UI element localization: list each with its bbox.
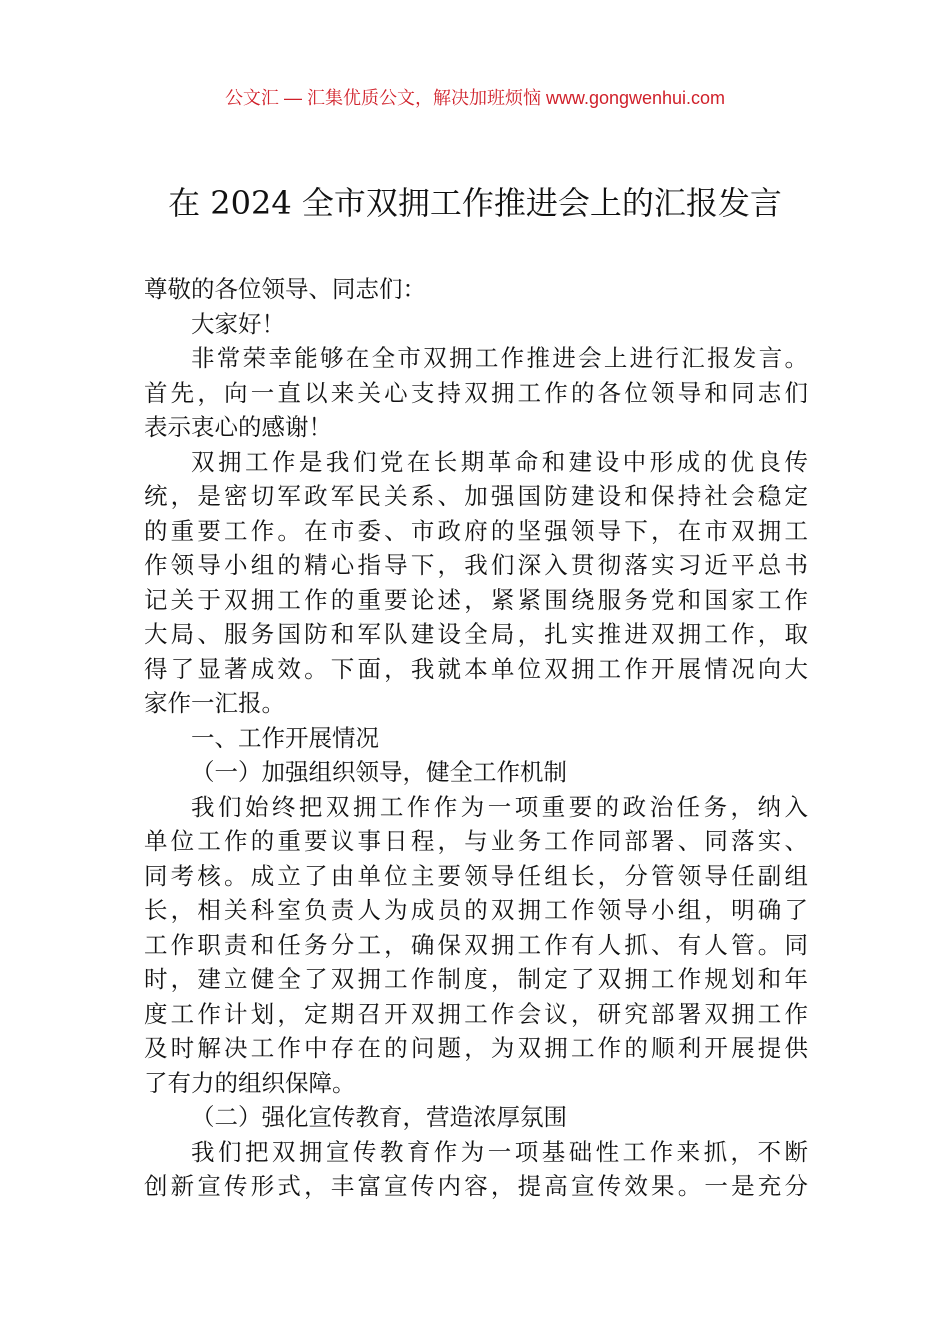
text-line: 得了显著成效。下面，我就本单位双拥工作开展情况向大 bbox=[144, 654, 808, 683]
text-line: 家作一汇报。 bbox=[144, 689, 285, 717]
text-line: 长，相关科室负责人为成员的双拥工作领导小组，明确了 bbox=[144, 896, 808, 924]
paragraph-2 bbox=[144, 445, 808, 721]
text-line: 同考核。成立了由单位主要领导任组长，分管领导任副组 bbox=[144, 861, 808, 890]
text-line: 我们始终把双拥工作作为一项重要的政治任务，纳入 bbox=[191, 792, 808, 821]
document-body bbox=[144, 272, 808, 1204]
text-line: 单位工作的重要议事日程，与业务工作同部署、同落实、 bbox=[144, 827, 808, 855]
salutation: 尊敬的各位领导、同志们： bbox=[144, 275, 426, 303]
document-title: 在 2024 全市双拥工作推进会上的汇报发言 bbox=[168, 184, 782, 222]
subsection-heading: （二）强化宣传教育，营造浓厚氛围 bbox=[191, 1103, 567, 1131]
paragraph-3 bbox=[144, 790, 808, 1101]
text-line: 工作职责和任务分工，确保双拥工作有人抓、有人管。同 bbox=[144, 930, 808, 959]
greeting: 大家好！ bbox=[191, 309, 285, 338]
text-line: 创新宣传形式，丰富宣传内容，提高宣传效果。一是充分 bbox=[144, 1172, 808, 1200]
site-header: 公文汇 — 汇集优质公文，解决加班烦恼 www.gongwenhui.com bbox=[224, 88, 726, 108]
text-line: 我们把双拥宣传教育作为一项基础性工作来抓，不断 bbox=[191, 1137, 808, 1166]
text-line: 大局、服务国防和军队建设全局，扎实推进双拥工作，取 bbox=[144, 620, 808, 648]
subsection-heading: （一）加强组织领导，健全工作机制 bbox=[191, 758, 567, 786]
text-line: 记关于双拥工作的重要论述，紧紧围绕服务党和国家工作 bbox=[144, 585, 808, 614]
text-line: 非常荣幸能够在全市双拥工作推进会上进行汇报发言。 bbox=[191, 344, 808, 372]
text-line: 作领导小组的精心指导下，我们深入贯彻落实习近平总书 bbox=[144, 551, 808, 579]
paragraph-1 bbox=[144, 341, 808, 445]
text-line: 及时解决工作中存在的问题，为双拥工作的顺利开展提供 bbox=[144, 1034, 808, 1062]
paragraph-4 bbox=[144, 1135, 808, 1204]
text-line: 度工作计划，定期召开双拥工作会议，研究部署双拥工作 bbox=[144, 999, 808, 1028]
text-line: 双拥工作是我们党在长期革命和建设中形成的优良传 bbox=[191, 447, 808, 476]
text-line: 的重要工作。在市委、市政府的坚强领导下，在市双拥工 bbox=[144, 516, 808, 545]
text-line: 表示衷心的感谢！ bbox=[144, 413, 332, 441]
text-line: 时，建立健全了双拥工作制度，制定了双拥工作规划和年 bbox=[144, 965, 808, 993]
text-line: 首先，向一直以来关心支持双拥工作的各位领导和同志们 bbox=[144, 378, 808, 407]
text-line: 统，是密切军政军民关系、加强国防建设和保持社会稳定 bbox=[144, 482, 808, 510]
text-line: 了有力的组织保障。 bbox=[144, 1068, 356, 1097]
section-heading: 一、工作开展情况 bbox=[191, 723, 379, 752]
